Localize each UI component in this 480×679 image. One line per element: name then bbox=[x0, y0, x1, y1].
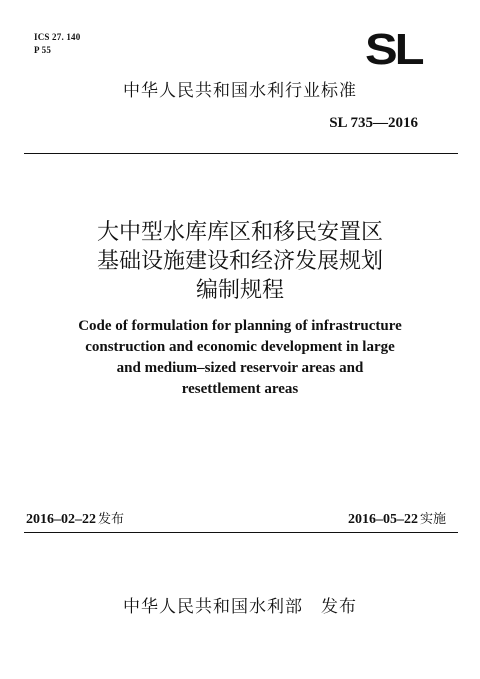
chinese-title bbox=[0, 218, 480, 305]
issue-date: 2016–02–22 bbox=[26, 512, 96, 527]
chinese-title-line: 基础设施建设和经济发展规划 bbox=[96, 249, 383, 274]
classification-codes bbox=[34, 31, 80, 57]
implement-label: 实施 bbox=[419, 512, 446, 527]
english-title-line: Code of formulation for planning of infrastructure bbox=[78, 318, 402, 334]
implement-date-block bbox=[348, 508, 446, 528]
top-divider bbox=[24, 153, 458, 154]
implement-date: 2016–05–22 bbox=[347, 512, 418, 527]
english-title-line: construction and economic development in large bbox=[85, 339, 395, 355]
sl-logo: SL bbox=[365, 26, 422, 74]
ccs-code: P 55 bbox=[34, 45, 52, 55]
standard-number: SL 735—2016 bbox=[329, 115, 418, 131]
publisher: 中华人民共和国水利部 发布 bbox=[123, 597, 357, 617]
industry-standard-heading: 中华人民共和国水利行业标准 bbox=[123, 81, 357, 101]
ics-code: ICS 27. 140 bbox=[34, 32, 81, 42]
chinese-title-line: 大中型水库库区和移民安置区 bbox=[96, 220, 383, 245]
english-title bbox=[0, 316, 480, 400]
english-title-line: resettlement areas bbox=[181, 381, 299, 397]
issue-date-block bbox=[26, 508, 124, 528]
english-title-line: and medium–sized reservoir areas and bbox=[116, 360, 364, 376]
issue-label: 发布 bbox=[98, 512, 125, 527]
bottom-divider bbox=[24, 532, 458, 533]
chinese-title-line: 编制规程 bbox=[195, 278, 284, 303]
